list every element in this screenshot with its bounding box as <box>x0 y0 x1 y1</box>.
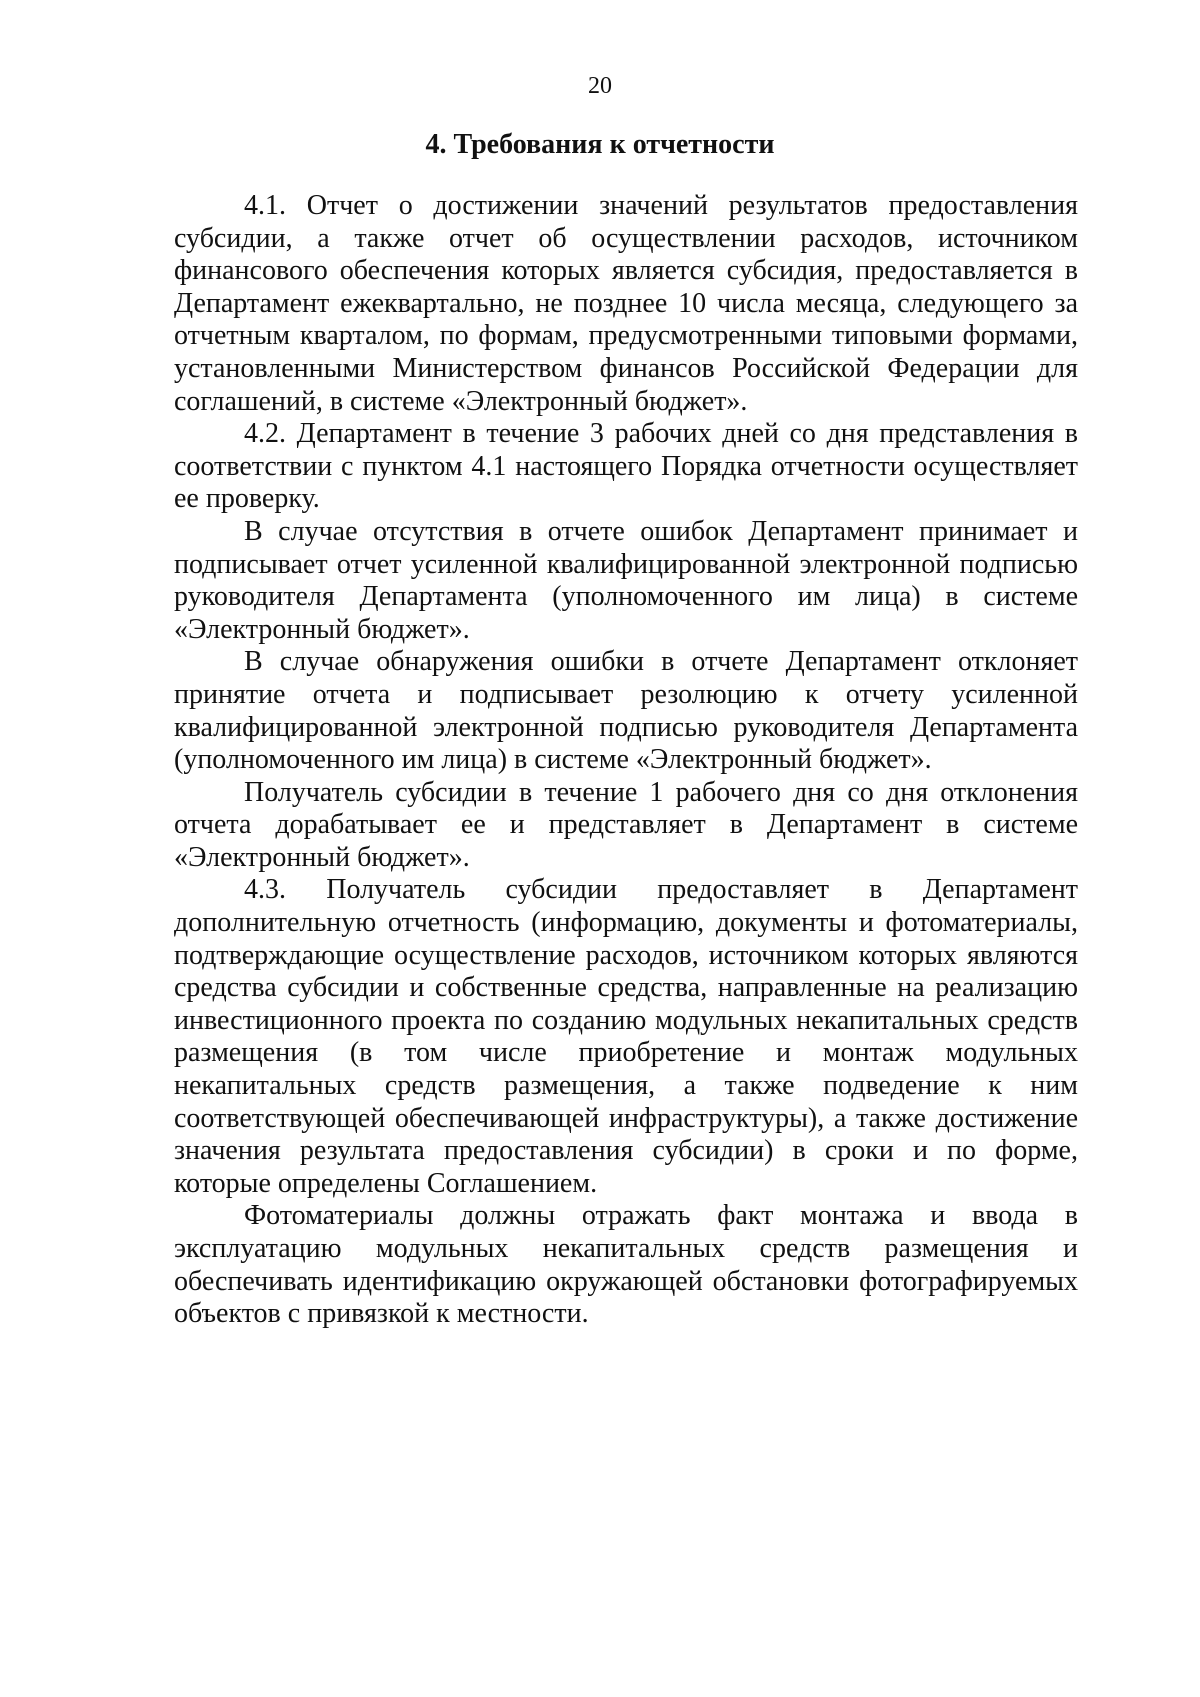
paragraph-photo-materials: Фотоматериалы должны отражать факт монтажа и ввода в эксплуатацию модульных некапитальных средств размещения и обеспечивать идентификацию окружающей обстановки фотографируемых объектов с привязкой к местности. <box>174 1200 1078 1330</box>
page-number: 20 <box>588 73 612 99</box>
section-title: 4. Требования к отчетности <box>425 129 775 160</box>
paragraph-errors-found: В случае обнаружения ошибки в отчете Департамент отклоняет принятие отчета и подписывает резолюцию к отчету усиленной квалифицированной электронной подписью руководителя Департамента (уполномоченного им лица) в системе «Электронный бюджет». <box>174 646 1078 776</box>
paragraph-recipient-revision: Получатель субсидии в течение 1 рабочего дня со дня отклонения отчета дорабатывает ее и представляет в Департамент в системе «Электронный бюджет». <box>174 776 1078 873</box>
paragraph-4-2: 4.2. Департамент в течение 3 рабочих дней со дня представления в соответствии с пунктом 4.1 настоящего Порядка отчетности осуществляет ее проверку. <box>174 418 1078 515</box>
paragraph-4-1: 4.1. Отчет о достижении значений результатов предоставления субсидии, а также отчет об осуществлении расходов, источником финансового обеспечения которых является субсидия, предоставляется в Департамент ежеквартально, не позднее 10 числа месяца, следующего за отчетным кварталом, по формам, предусмотренными типовыми формами, установленными Министерством финансов Российской Федерации для соглашений, в системе «Электронный бюджет». <box>174 190 1078 417</box>
paragraph-4-3: 4.3. Получатель субсидии предоставляет в Департамент дополнительную отчетность (информацию, документы и фотоматериалы, подтверждающие осуществление расходов, источником которых являются средства субсидии и собственные средства, направленные на реализацию инвестиционного проекта по созданию модульных некапитальных средств размещения (в том числе приобретение и монтаж модульных некапитальных средств размещения, а также подведение к ним соответствующей обеспечивающей инфраструктуры), а также достижение значения результата предоставления субсидии) в сроки и по форме, которые определены Соглашением. <box>174 874 1078 1199</box>
paragraph-no-errors: В случае отсутствия в отчете ошибок Департамент принимает и подписывает отчет усиленной квалифицированной электронной подписью руководителя Департамента (уполномоченного им лица) в системе «Электронный бюджет». <box>174 515 1078 645</box>
section-body <box>174 190 1078 1331</box>
